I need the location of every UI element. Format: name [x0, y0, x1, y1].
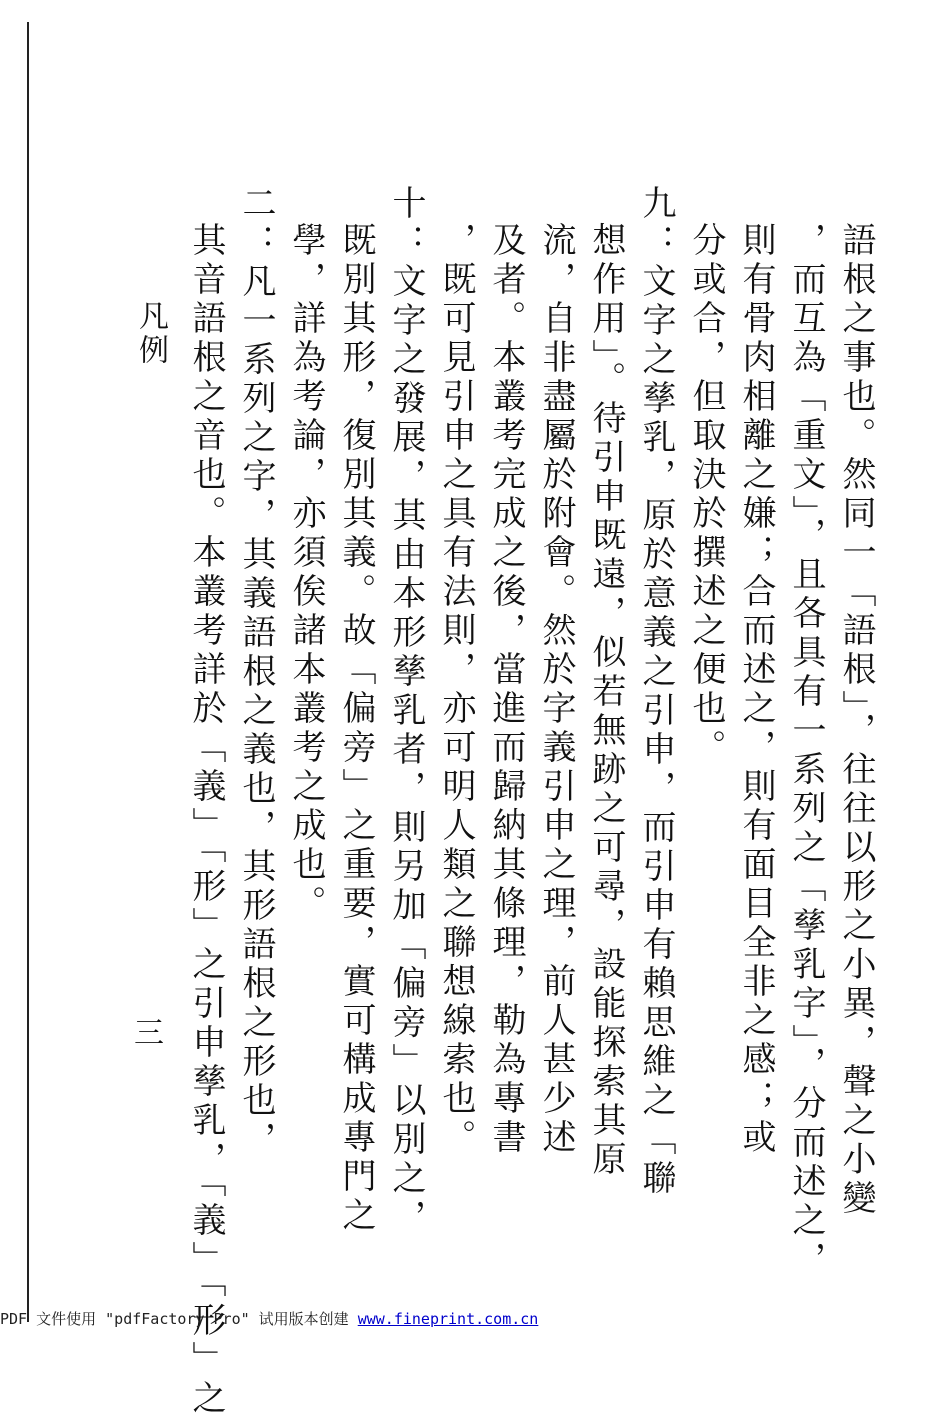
text-column-5: 九：文字之孳乳，原於意義之引申，而引申有賴思維之「聯	[636, 185, 676, 1199]
footer-text: PDF 文件使用 "pdfFactory Pro" 试用版本创建	[0, 1310, 358, 1328]
text-column-4: 分或合，但取決於撰述之便也。	[686, 222, 726, 768]
text-column-8: 及者。本叢考完成之後，當進而歸納其條理，勒為專書	[486, 222, 526, 1158]
text-column-7: 流，自非盡屬於附會。然於字義引申之理，前人甚少述	[536, 222, 576, 1158]
page-binding-line	[27, 22, 29, 1322]
text-column-12: 學，詳為考論，亦須俟諸本叢考之成也。	[286, 222, 326, 924]
pdf-footer	[0, 1308, 538, 1329]
text-column-9: ，既可見引申之具有法則，亦可明人類之聯想線索也。	[436, 222, 476, 1158]
text-column-6: 想作用」。待引申既遠，似若無跡之可尋，設能探索其原	[586, 222, 626, 1180]
text-column-1: 語根之事也。然同一「語根」，往往以形之小異，聲之小變	[836, 222, 876, 1219]
text-column-2: ，而互為「重文」，且各具有一系列之「孳乳字」，分而述之，	[786, 222, 826, 1280]
footer-link[interactable]: www.fineprint.com.cn	[357, 1310, 539, 1328]
text-column-10: 十：文字之發展，其由本形孳乳者，則另加「偏旁」以別之，	[386, 185, 426, 1238]
section-title: 凡例	[133, 300, 168, 368]
text-column-11: 既別其形，復別其義。故「偏旁」之重要，實可構成專門之	[336, 222, 376, 1236]
text-column-3: 則有骨肉相離之嫌；合而述之，則有面目全非之感；或	[736, 222, 776, 1158]
page-number: 三	[134, 1016, 164, 1051]
text-column-13: 二：凡一系列之字，其義語根之義也，其形語根之形也，	[236, 185, 276, 1160]
text-column-14: 其音語根之音也。本叢考詳於「義」「形」之引申孳乳，「義」「形」之	[186, 222, 226, 1419]
